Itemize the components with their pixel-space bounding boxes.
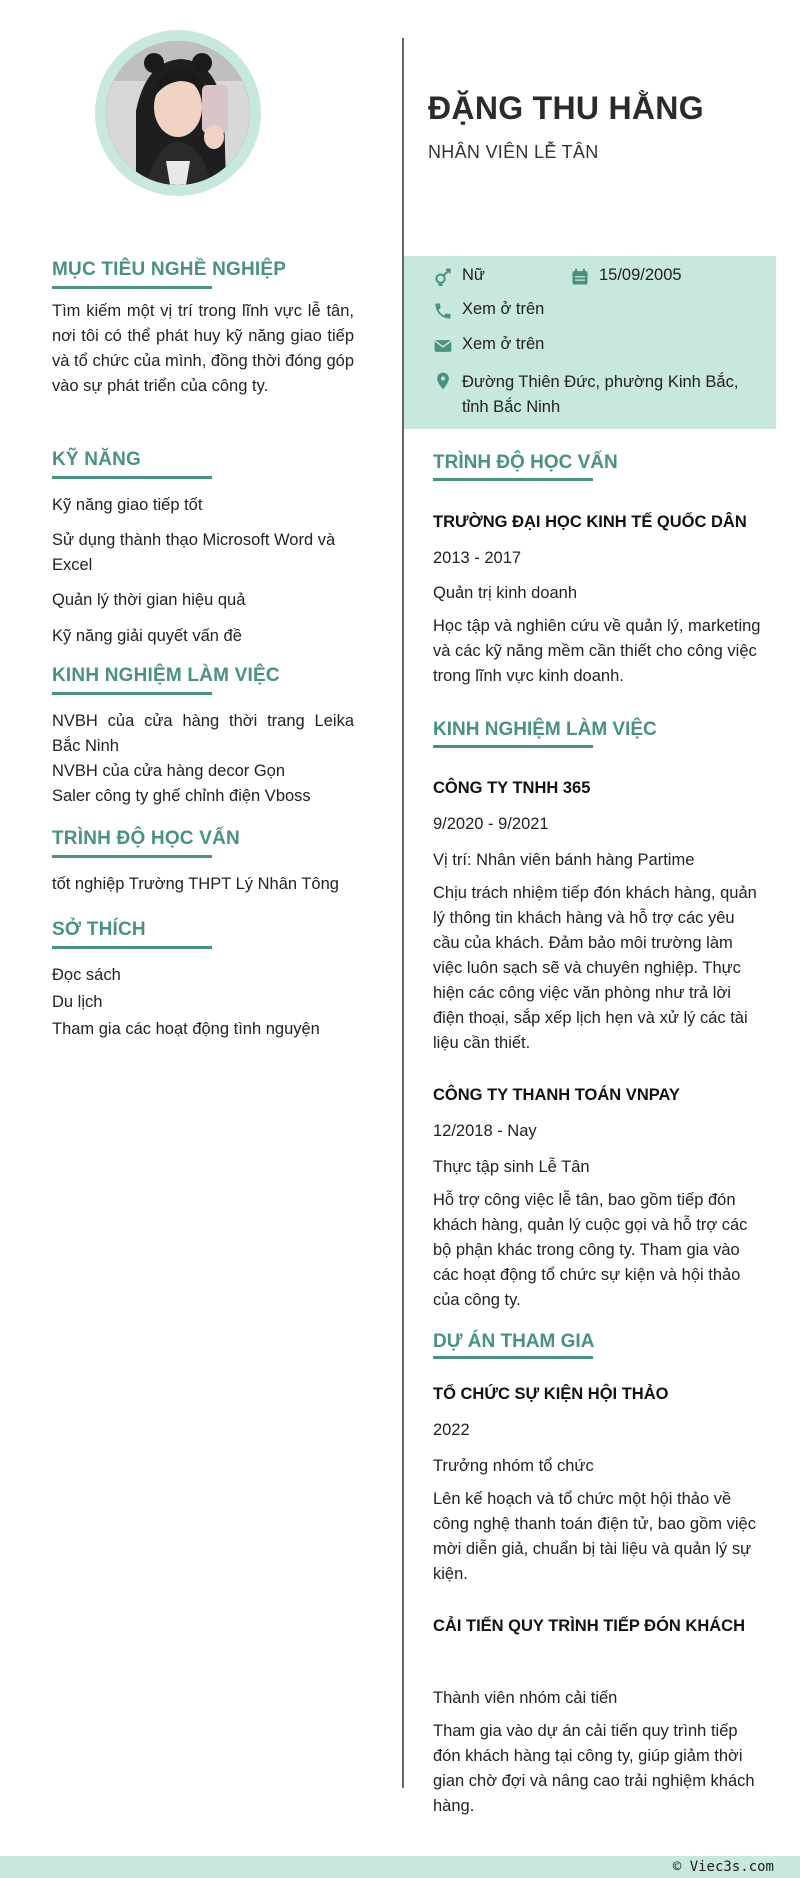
objective-underline — [52, 286, 212, 289]
job-entry — [433, 777, 763, 1056]
skills-section — [52, 448, 354, 649]
experience-item: NVBH của cửa hàng thời trang Leika Bắc Ninh — [52, 712, 354, 755]
job-description: Hỗ trợ công việc lễ tân, bao gồm tiếp đón khách hàng, quản lý cuộc gọi và hỗ trợ các bộ phận khác trong công ty. Tham gia vào các hoạt động tổ chức sự kiện và hội thảo của công ty. — [433, 1191, 748, 1309]
address-row — [432, 370, 738, 420]
experience-item: Saler công ty ghế chỉnh điện Vboss — [52, 787, 311, 805]
candidate-title: NHÂN VIÊN LỄ TÂN — [428, 142, 599, 162]
phone-row — [432, 300, 544, 322]
hobbies-heading: SỞ THÍCH — [52, 919, 146, 940]
project-name: TỔ CHỨC SỰ KIỆN HỘI THẢO — [433, 1385, 669, 1403]
address-line: tỉnh Bắc Ninh — [462, 398, 561, 416]
avatar — [106, 41, 250, 185]
email-row — [432, 335, 544, 357]
experience-item: NVBH của cửa hàng decor Gọn — [52, 762, 286, 780]
hobby-item: Đọc sách — [52, 966, 121, 984]
email-value: Xem ở trên — [462, 335, 545, 353]
birthday-value: 15/09/2005 — [599, 266, 682, 284]
project-role: Thành viên nhóm cải tiến — [433, 1689, 618, 1707]
project-description: Tham gia vào dự án cải tiến quy trình tiếp đón khách hàng tại công ty, giúp giảm thời gian chờ đợi và nâng cao trải nghiệm khách hàng. — [433, 1722, 755, 1815]
job-position: Vị trí: Nhân viên bánh hàng Partime — [433, 851, 695, 869]
skill-item: Quản lý thời gian hiệu quả — [52, 591, 246, 609]
gender-icon — [432, 266, 454, 288]
phone-icon — [432, 300, 454, 322]
address-line: Đường Thiên Đức, phường Kinh Bắc, — [462, 373, 739, 391]
left-experience-section — [52, 664, 354, 809]
objective-section — [52, 258, 354, 399]
skill-item: Kỹ năng giao tiếp tốt — [52, 496, 203, 514]
hobbies-underline — [52, 946, 212, 949]
left-experience-underline — [52, 692, 212, 695]
company-name: CÔNG TY TNHH 365 — [433, 779, 591, 797]
project-entry — [433, 1615, 763, 1819]
contact-panel — [404, 256, 776, 429]
job-description: Chịu trách nhiệm tiếp đón khách hàng, quản lý thông tin khách hàng và hỗ trợ các yêu cầu của khách. Đảm bảo môi trường làm việc luôn sạch sẽ và chuyên nghiệp. Thực hiện các công việc văn phòng như trả lời điện thoại, sắp xếp lịch hẹn và xử lý các tài liệu cần thiết. — [433, 884, 757, 1052]
job-period: 12/2018 - Nay — [433, 1122, 537, 1140]
projects-underline — [433, 1356, 593, 1359]
skills-heading: KỸ NĂNG — [52, 449, 142, 470]
right-education-heading: TRÌNH ĐỘ HỌC VẤN — [433, 452, 618, 473]
left-experience-heading: KINH NGHIỆM LÀM VIỆC — [52, 665, 280, 686]
birthday-row — [569, 266, 682, 288]
objective-heading: MỤC TIÊU NGHỀ NGHIỆP — [52, 259, 287, 280]
company-name: CÔNG TY THANH TOÁN VNPAY — [433, 1086, 680, 1104]
hobby-item: Du lịch — [52, 993, 103, 1011]
right-experience-heading: KINH NGHIỆM LÀM VIỆC — [433, 719, 657, 740]
left-education-text: tốt nghiệp Trường THPT Lý Nhân Tông — [52, 875, 339, 893]
envelope-icon — [432, 335, 454, 357]
project-role: Trưởng nhóm tổ chức — [433, 1457, 594, 1475]
right-experience-underline — [433, 745, 593, 748]
gender-row — [432, 266, 485, 288]
school-name: TRƯỜNG ĐẠI HỌC KINH TẾ QUỐC DÂN — [433, 513, 747, 531]
footer-bar — [0, 1856, 800, 1878]
skills-underline — [52, 476, 212, 479]
skill-item: Sử dụng thành thạo Microsoft Word và Excel — [52, 531, 336, 574]
left-education-section — [52, 827, 354, 897]
education-major: Quản trị kinh doanh — [433, 584, 578, 602]
footer-copyright: © Viec3s.com — [672, 1859, 774, 1875]
projects-heading: DỰ ÁN THAM GIA — [433, 1331, 595, 1352]
project-entry — [433, 1383, 763, 1587]
left-education-heading: TRÌNH ĐỘ HỌC VẤN — [52, 828, 240, 849]
job-period: 9/2020 - 9/2021 — [433, 815, 549, 833]
project-name: CẢI TIẾN QUY TRÌNH TIẾP ĐÓN KHÁCH — [433, 1617, 745, 1635]
project-year — [433, 1651, 763, 1673]
hobby-item: Tham gia các hoạt động tình nguyện — [52, 1020, 320, 1038]
education-description: Học tập và nghiên cứu về quản lý, marketing và các kỹ năng mềm cần thiết cho công việc trong lĩnh vực kinh doanh. — [433, 617, 761, 685]
phone-value: Xem ở trên — [462, 300, 545, 318]
location-pin-icon — [432, 370, 454, 392]
calendar-icon — [569, 266, 591, 288]
address-value — [462, 370, 738, 420]
avatar-photo — [106, 41, 250, 185]
skill-item: Kỹ năng giải quyết vấn đề — [52, 627, 242, 645]
left-education-underline — [52, 855, 212, 858]
right-education-underline — [433, 478, 593, 481]
project-year: 2022 — [433, 1421, 470, 1439]
gender-value: Nữ — [462, 266, 485, 284]
objective-text: Tìm kiếm một vị trí trong lĩnh vực lễ tân, nơi tôi có thể phát huy kỹ năng giao tiếp và tổ chức của mình, đồng thời đóng góp vào sự phát triển của công ty. — [52, 302, 354, 395]
hobbies-section — [52, 918, 354, 1042]
candidate-name: ĐẶNG THU HẰNG — [428, 90, 704, 126]
education-period: 2013 - 2017 — [433, 549, 522, 567]
avatar-frame — [95, 30, 261, 196]
project-description: Lên kế hoạch và tổ chức một hội thảo về công nghệ thanh toán điện tử, bao gồm việc mời diễn giả, chuẩn bị tài liệu và quản lý sự kiện. — [433, 1490, 756, 1583]
education-entry — [433, 511, 763, 689]
job-entry — [433, 1084, 763, 1313]
job-position: Thực tập sinh Lễ Tân — [433, 1158, 590, 1176]
